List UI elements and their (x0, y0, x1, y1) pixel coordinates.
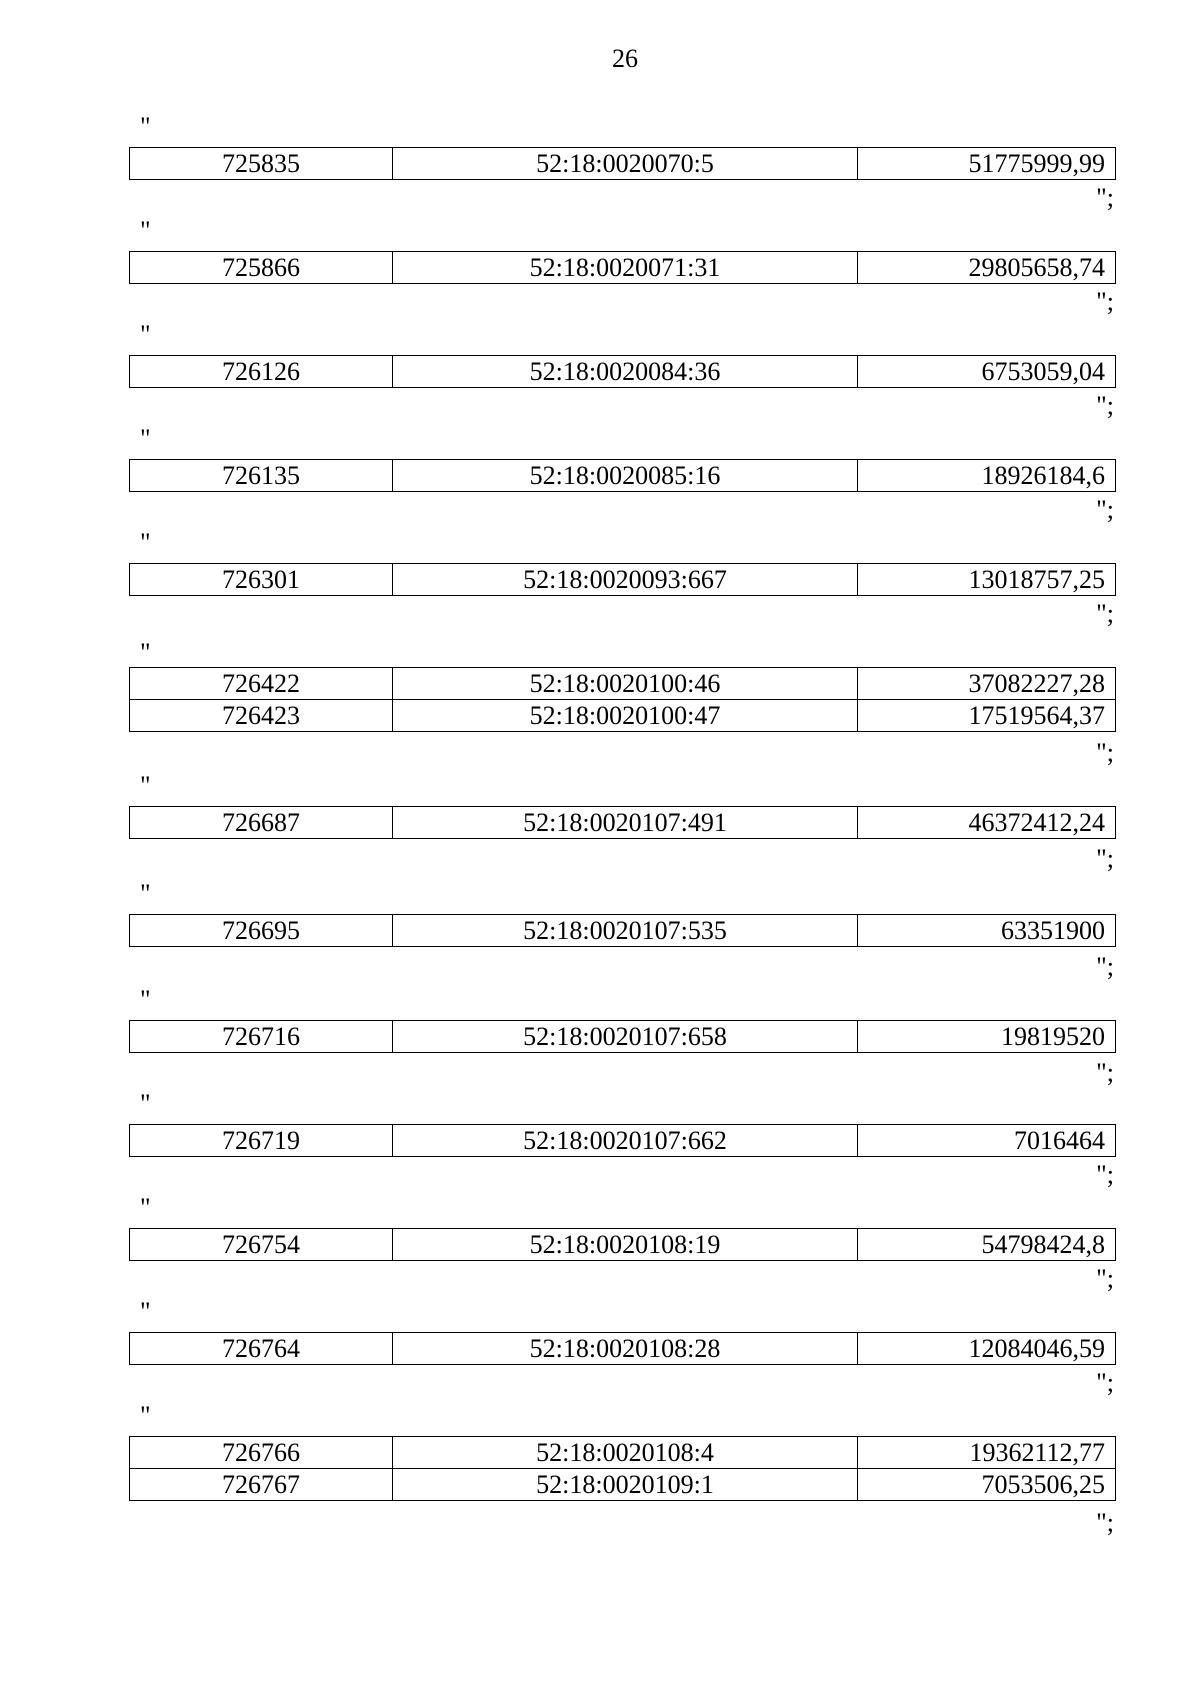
close-quote-mark: "; (1096, 1160, 1114, 1189)
cadastral-value-table (129, 1228, 1116, 1261)
open-quote-mark: " (140, 985, 151, 1014)
record-id-cell: 726754 (130, 1229, 393, 1261)
cadastral-number-cell: 52:18:0020100:47 (393, 700, 858, 732)
cadastral-value-table (129, 459, 1116, 492)
record-id-cell: 726687 (130, 807, 393, 839)
cadastral-number-cell: 52:18:0020100:46 (393, 668, 858, 700)
close-quote-mark: "; (1096, 1508, 1114, 1537)
close-quote-mark: "; (1096, 1264, 1114, 1293)
record-id-cell: 726695 (130, 915, 393, 947)
record-id-cell: 726716 (130, 1021, 393, 1053)
record-id-cell: 726135 (130, 460, 393, 492)
cadastral-value-table (129, 667, 1116, 732)
close-quote-mark: "; (1096, 1058, 1114, 1087)
cadastral-value-cell: 19362112,77 (858, 1437, 1116, 1469)
cadastral-value-cell: 13018757,25 (858, 564, 1116, 596)
cadastral-value-table (129, 1020, 1116, 1053)
close-quote-mark: "; (1096, 495, 1114, 524)
cadastral-number-cell: 52:18:0020108:19 (393, 1229, 858, 1261)
cadastral-value-cell: 19819520 (858, 1021, 1116, 1053)
cadastral-number-cell: 52:18:0020107:658 (393, 1021, 858, 1053)
open-quote-mark: " (140, 1193, 151, 1222)
cadastral-value-table (129, 1332, 1116, 1365)
table-row (130, 460, 1116, 492)
table-row (130, 1229, 1116, 1261)
close-quote-mark: "; (1096, 599, 1114, 628)
record-id-cell: 726767 (130, 1469, 393, 1501)
open-quote-mark: " (140, 320, 151, 349)
cadastral-value-table (129, 1124, 1116, 1157)
record-id-cell: 725866 (130, 252, 393, 284)
table-row (130, 564, 1116, 596)
open-quote-mark: " (140, 879, 151, 908)
cadastral-value-cell: 6753059,04 (858, 356, 1116, 388)
record-id-cell: 726422 (130, 668, 393, 700)
open-quote-mark: " (140, 424, 151, 453)
cadastral-value-table (129, 914, 1116, 947)
cadastral-value-cell: 18926184,6 (858, 460, 1116, 492)
open-quote-mark: " (140, 771, 151, 800)
open-quote-mark: " (140, 1297, 151, 1326)
table-row (130, 668, 1116, 700)
cadastral-number-cell: 52:18:0020107:662 (393, 1125, 858, 1157)
open-quote-mark: " (140, 1089, 151, 1118)
table-row (130, 1021, 1116, 1053)
record-id-cell: 726719 (130, 1125, 393, 1157)
cadastral-value-table (129, 251, 1116, 284)
table-row (130, 1125, 1116, 1157)
cadastral-value-cell: 29805658,74 (858, 252, 1116, 284)
cadastral-value-table (129, 1436, 1116, 1501)
cadastral-value-table (129, 147, 1116, 180)
table-row (130, 1437, 1116, 1469)
record-id-cell: 726126 (130, 356, 393, 388)
cadastral-number-cell: 52:18:0020085:16 (393, 460, 858, 492)
table-row (130, 1333, 1116, 1365)
close-quote-mark: "; (1096, 952, 1114, 981)
cadastral-number-cell: 52:18:0020108:28 (393, 1333, 858, 1365)
cadastral-value-table (129, 806, 1116, 839)
table-row (130, 915, 1116, 947)
table-row (130, 148, 1116, 180)
cadastral-number-cell: 52:18:0020071:31 (393, 252, 858, 284)
table-row (130, 1469, 1116, 1501)
close-quote-mark: "; (1096, 183, 1114, 212)
cadastral-number-cell: 52:18:0020107:491 (393, 807, 858, 839)
open-quote-mark: " (140, 638, 151, 667)
cadastral-number-cell: 52:18:0020107:535 (393, 915, 858, 947)
table-row (130, 252, 1116, 284)
open-quote-mark: " (140, 528, 151, 557)
cadastral-value-cell: 37082227,28 (858, 668, 1116, 700)
cadastral-value-cell: 7016464 (858, 1125, 1116, 1157)
record-id-cell: 726423 (130, 700, 393, 732)
cadastral-value-cell: 12084046,59 (858, 1333, 1116, 1365)
close-quote-mark: "; (1096, 287, 1114, 316)
cadastral-value-cell: 51775999,99 (858, 148, 1116, 180)
open-quote-mark: " (140, 112, 151, 141)
cadastral-value-table (129, 355, 1116, 388)
cadastral-number-cell: 52:18:0020108:4 (393, 1437, 858, 1469)
record-id-cell: 726764 (130, 1333, 393, 1365)
cadastral-value-cell: 7053506,25 (858, 1469, 1116, 1501)
table-row (130, 700, 1116, 732)
open-quote-mark: " (140, 1401, 151, 1430)
cadastral-value-cell: 54798424,8 (858, 1229, 1116, 1261)
record-id-cell: 726766 (130, 1437, 393, 1469)
close-quote-mark: "; (1096, 1368, 1114, 1397)
cadastral-value-cell: 46372412,24 (858, 807, 1116, 839)
cadastral-number-cell: 52:18:0020109:1 (393, 1469, 858, 1501)
page-number: 26 (612, 44, 638, 73)
cadastral-number-cell: 52:18:0020070:5 (393, 148, 858, 180)
table-row (130, 807, 1116, 839)
close-quote-mark: "; (1096, 844, 1114, 873)
cadastral-number-cell: 52:18:0020084:36 (393, 356, 858, 388)
cadastral-number-cell: 52:18:0020093:667 (393, 564, 858, 596)
open-quote-mark: " (140, 216, 151, 245)
record-id-cell: 725835 (130, 148, 393, 180)
cadastral-value-cell: 63351900 (858, 915, 1116, 947)
record-id-cell: 726301 (130, 564, 393, 596)
close-quote-mark: "; (1096, 391, 1114, 420)
cadastral-value-cell: 17519564,37 (858, 700, 1116, 732)
close-quote-mark: "; (1096, 738, 1114, 767)
cadastral-value-table (129, 563, 1116, 596)
table-row (130, 356, 1116, 388)
